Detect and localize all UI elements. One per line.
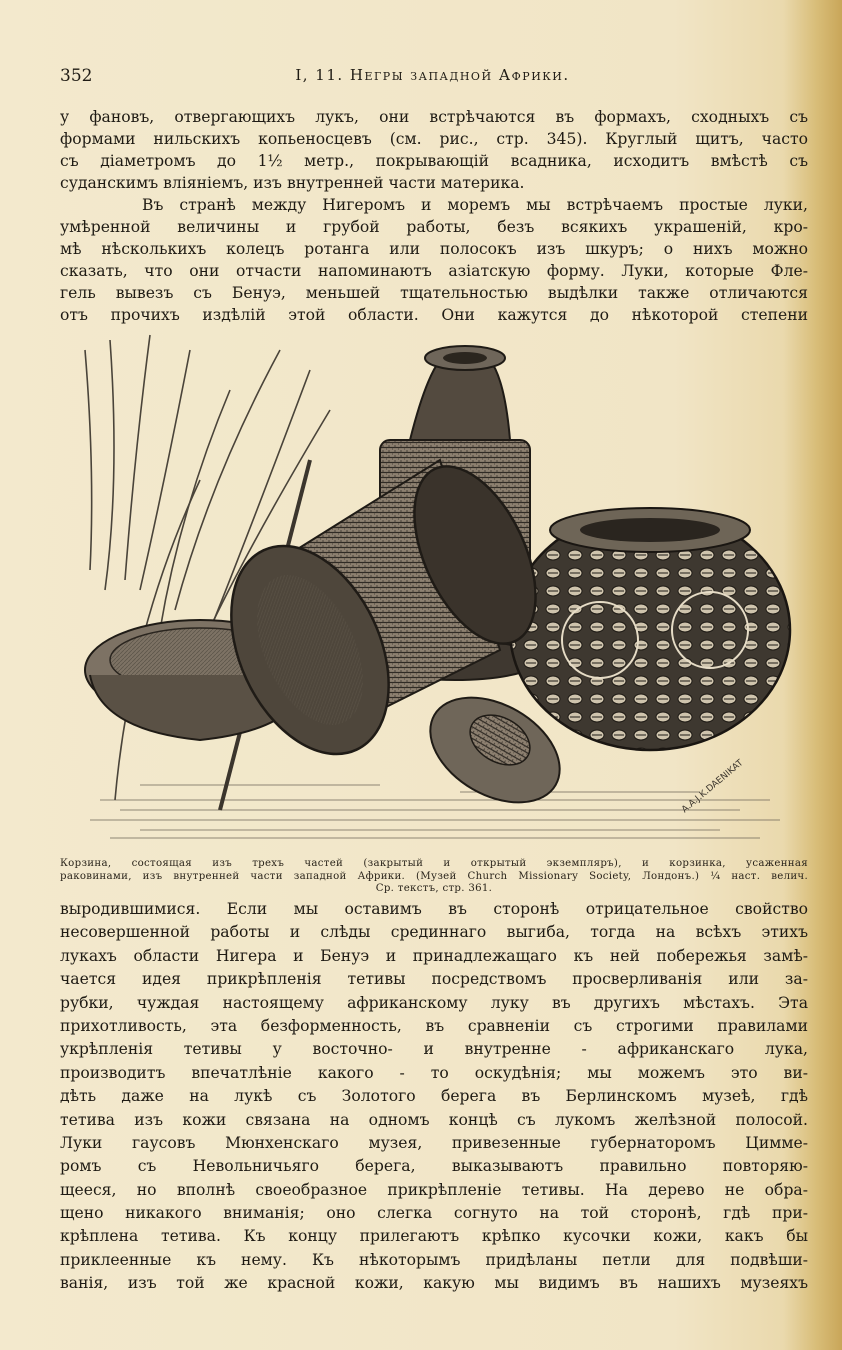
figure-caption (60, 858, 808, 896)
text-line: тетива изъ кожи связана на одномъ концѣ съ лукомъ желѣзной полосой. (60, 1110, 808, 1129)
text-line: укрѣпленія тетивы у восточно- и внутренне - африканскаго лука, (60, 1040, 808, 1059)
text-line: суданскимъ вліяніемъ, изъ внутренней части материка. (60, 174, 525, 192)
caption-line: Ср. текстъ, стр. 361. (375, 883, 493, 894)
caption-line: Корзина, состоящая изъ трехъ частей (закрытый и открытый экземпляръ), и корзинка, усаженная (60, 858, 808, 869)
text-line: лукахъ области Нигера и Бенуэ и принадлежащаго къ ней побережья замѣ- (60, 946, 808, 965)
text-line: прихотливость, эта безформенность, въ сравненіи съ строгими правилами (60, 1016, 808, 1035)
chapter-title: I, 11. Негры западной Африки. (295, 66, 570, 84)
artist-signature: A.A.J.K.DAENIKAT (680, 758, 746, 816)
text-line: щееся, но вполнѣ своеобразное прикрѣпленіе тетивы. На дерево не обра- (60, 1180, 808, 1199)
text-line: Въ странѣ между Нигеромъ и моремъ мы встрѣчаемъ простые луки, (142, 196, 808, 214)
text-line: ванія, изъ той же красной кожи, какую мы видимъ въ нашихъ музеяхъ (60, 1274, 808, 1293)
paragraph-bottom (60, 898, 808, 1296)
text-line: отъ прочихъ издѣлій этой области. Они кажутся до нѣкоторой степени (60, 306, 808, 324)
basket-engraving (80, 330, 810, 850)
text-line: Луки гаусовъ Мюнхенскаго музея, привезенные губернаторомъ Цимме- (60, 1133, 808, 1152)
text-line: сказать, что они отчасти напоминаютъ азіатскую форму. Луки, которые Фле- (60, 262, 808, 280)
text-line: ромъ съ Невольничьяго берега, выказываютъ правильно повторяю- (60, 1157, 808, 1176)
text-line: приклеенные къ нему. Къ нѣкоторымъ придѣланы петли для подвѣши- (60, 1250, 808, 1269)
caption-line: раковинами, изъ внутренней части западной Африки. (Музей Church Missionary Society, Лондонъ.) ¼ наст. велич. (60, 870, 808, 882)
page-number: 352 (60, 66, 93, 86)
text-line: у фановъ, отвергающихъ лукъ, они встрѣчаются въ формахъ, сходныхъ съ (60, 108, 808, 126)
text-line: выродившимися. Если мы оставимъ въ сторонѣ отрицательное свойство (60, 900, 808, 918)
text-line: съ діаметромъ до 1½ метр., покрывающій всадника, исходитъ вмѣстѣ съ (60, 152, 808, 170)
text-line: мѣ нѣсколькихъ колецъ ротанга или полосокъ изъ шкуръ; о нихъ можно (60, 240, 808, 258)
text-line: крѣплена тетива. Къ концу прилегаютъ крѣпко кусочки кожи, какъ бы (60, 1227, 808, 1246)
text-line: производитъ впечатлѣніе какого - то оскудѣнія; мы можемъ это ви- (60, 1063, 808, 1082)
text-line: рубки, чуждая настоящему африканскому луку въ другихъ мѣстахъ. Эта (60, 993, 808, 1012)
running-head (60, 66, 805, 90)
ground-hatching (90, 785, 780, 838)
text-line: щено никакого вниманія; оно слегка согнуто на той сторонѣ, гдѣ при- (60, 1204, 808, 1223)
text-line: дѣть даже на лукѣ съ Золотого берега въ Берлинскомъ музеѣ, гдѣ (60, 1087, 808, 1106)
text-line: несовершенной работы и слѣды срединнаго выгиба, тогда на всѣхъ этихъ (60, 923, 808, 942)
shell-basket (510, 508, 790, 750)
text-line: формами нильскихъ копьеносцевъ (см. рис., стр. 345). Круглый щитъ, часто (60, 130, 808, 148)
text-line: чается идея прикрѣпленія тетивы посредствомъ просверливанія или за- (60, 970, 808, 989)
text-line: умѣренной величины и грубой работы, безъ всякихъ украшеній, кро- (60, 218, 808, 236)
text-line: гель вывезъ съ Бенуэ, меньшей тщательностью выдѣлки также отличаются (60, 284, 808, 302)
paragraph-top (60, 106, 808, 326)
